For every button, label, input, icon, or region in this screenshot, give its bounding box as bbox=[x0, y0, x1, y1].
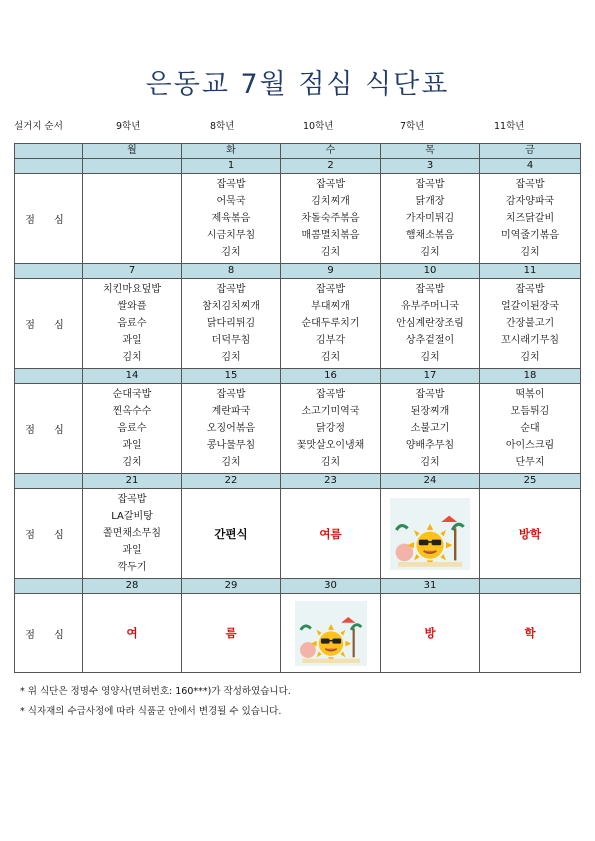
summer-image-cell bbox=[281, 594, 381, 673]
menu-item: 김치 bbox=[520, 247, 540, 258]
order-label: 설거지 순서 bbox=[14, 121, 63, 132]
summer-sun-illustration bbox=[390, 498, 470, 570]
meal-cell bbox=[480, 174, 581, 264]
menu-item: 김치 bbox=[122, 352, 142, 363]
weekday-header: 목 bbox=[381, 144, 480, 159]
menu-item: 잡곡밥 bbox=[117, 494, 147, 505]
menu-item: 김부각 bbox=[316, 335, 345, 346]
menu-item: 김치 bbox=[420, 457, 440, 468]
date-cell: 16 bbox=[281, 369, 381, 384]
date-cell: 24 bbox=[381, 474, 480, 489]
menu-item: 김치 bbox=[420, 247, 440, 258]
menu-item: 김치 bbox=[420, 352, 440, 363]
footnote: * 식자재의 수급사정에 따라 식품군 안에서 변경될 수 있습니다. bbox=[20, 706, 282, 717]
menu-item: 찐옥수수 bbox=[112, 406, 152, 417]
menu-item: 과일 bbox=[122, 335, 142, 346]
menu-item: 상추겉절이 bbox=[405, 335, 455, 346]
special-note-cell bbox=[182, 489, 281, 579]
date-cell: 11 bbox=[480, 264, 581, 279]
date-cell: 21 bbox=[83, 474, 182, 489]
special-note-cell bbox=[480, 489, 581, 579]
order-item: 9학년 bbox=[116, 121, 141, 132]
date-cell: 15 bbox=[182, 369, 281, 384]
menu-item: 김치 bbox=[520, 352, 540, 363]
menu-item: 깍두기 bbox=[117, 562, 147, 573]
lunch-label: 점 심 bbox=[15, 174, 83, 264]
menu-item: 아이스크림 bbox=[505, 440, 555, 451]
menu-item: 김치 bbox=[221, 247, 241, 258]
date-cell: 9 bbox=[281, 264, 381, 279]
menu-item: 시금치무침 bbox=[206, 230, 256, 241]
menu-item: 잡곡밥 bbox=[515, 179, 545, 190]
date-cell: 17 bbox=[381, 369, 480, 384]
footnote: * 위 식단은 정명수 영양사(면허번호: 160***)가 작성하였습니다. bbox=[20, 686, 291, 697]
date-cell: 30 bbox=[281, 579, 381, 594]
menu-item: 잡곡밥 bbox=[216, 389, 246, 400]
special-note: 방학 bbox=[518, 526, 542, 541]
date-cell: 8 bbox=[182, 264, 281, 279]
meal-cell bbox=[480, 279, 581, 369]
weekday-header: 월 bbox=[83, 144, 182, 159]
meal-cell bbox=[83, 279, 182, 369]
meal-cell bbox=[182, 279, 281, 369]
order-item: 7학년 bbox=[400, 121, 425, 132]
date-cell: 1 bbox=[182, 159, 281, 174]
menu-item: 꼬시래기무침 bbox=[501, 335, 559, 346]
dishwashing-order bbox=[14, 118, 584, 132]
empty-cell bbox=[83, 174, 182, 264]
menu-item: 순대두루치기 bbox=[301, 318, 360, 329]
menu-item: 부대찌개 bbox=[311, 301, 350, 312]
menu-item: 모듬튀김 bbox=[510, 406, 550, 417]
menu-item: 단무지 bbox=[515, 457, 545, 468]
menu-item: 가자미튀김 bbox=[405, 213, 455, 224]
menu-table bbox=[14, 143, 581, 673]
date-cell: 29 bbox=[182, 579, 281, 594]
menu-item: 잡곡밥 bbox=[515, 284, 545, 295]
weekday-header: 금 bbox=[480, 144, 581, 159]
lunch-label: 점 심 bbox=[15, 279, 83, 369]
menu-item: 잡곡밥 bbox=[316, 284, 345, 295]
lunch-row bbox=[15, 594, 581, 673]
lunch-row bbox=[15, 174, 581, 264]
menu-item: 미역줄기볶음 bbox=[501, 230, 559, 241]
menu-item: 잡곡밥 bbox=[415, 389, 445, 400]
menu-item: 오징어볶음 bbox=[206, 423, 256, 434]
menu-item: 김치찌개 bbox=[311, 196, 350, 207]
menu-item: 콩나물무침 bbox=[206, 440, 256, 451]
menu-item: 안심계란장조림 bbox=[396, 318, 464, 329]
menu-item: 김치 bbox=[320, 457, 341, 468]
menu-item: 어묵국 bbox=[216, 196, 246, 207]
menu-item: 햄채소볶음 bbox=[405, 230, 455, 241]
meal-cell bbox=[182, 174, 281, 264]
date-blank bbox=[15, 579, 83, 594]
menu-item: 치즈닭갈비 bbox=[505, 213, 555, 224]
special-note: 름 bbox=[225, 626, 237, 640]
menu-item: 음료수 bbox=[117, 318, 147, 329]
date-cell: 2 bbox=[281, 159, 381, 174]
menu-item: 잡곡밥 bbox=[216, 284, 246, 295]
menu-item: 쫄면채소무침 bbox=[103, 528, 161, 539]
special-note-cell bbox=[83, 594, 182, 673]
menu-item: 김치 bbox=[221, 352, 241, 363]
lunch-row bbox=[15, 279, 581, 369]
weekday-header-row bbox=[15, 144, 581, 159]
menu-item: 소불고기 bbox=[410, 423, 450, 434]
date-row bbox=[15, 159, 581, 174]
lunch-row bbox=[15, 384, 581, 474]
lunch-row bbox=[15, 489, 581, 579]
menu-item: 순대 bbox=[520, 423, 540, 434]
page-title: 은동교 7월 점심 식단표 bbox=[145, 69, 450, 100]
date-cell: 18 bbox=[480, 369, 581, 384]
meal-cell bbox=[381, 174, 480, 264]
meal-cell bbox=[381, 384, 480, 474]
date-cell: 3 bbox=[381, 159, 480, 174]
menu-item: 김치 bbox=[122, 457, 142, 468]
date-cell: 25 bbox=[480, 474, 581, 489]
footnotes bbox=[20, 682, 291, 722]
weekday-header: 수 bbox=[281, 144, 381, 159]
menu-item: 감자양파국 bbox=[505, 196, 555, 207]
date-row bbox=[15, 264, 581, 279]
menu-item: 제육볶음 bbox=[211, 213, 251, 224]
special-note-cell bbox=[281, 489, 381, 579]
lunch-label: 점 심 bbox=[15, 384, 83, 474]
menu-item: 차돌숙주볶음 bbox=[301, 213, 360, 224]
menu-item: 떡볶이 bbox=[515, 389, 545, 400]
menu-item: 잡곡밥 bbox=[415, 179, 445, 190]
meal-cell bbox=[83, 384, 182, 474]
date-blank bbox=[15, 474, 83, 489]
menu-item: 닭강정 bbox=[316, 423, 345, 434]
menu-item: 잡곡밥 bbox=[415, 284, 445, 295]
special-note-cell bbox=[480, 594, 581, 673]
menu-item: 과일 bbox=[122, 440, 142, 451]
menu-item: 과일 bbox=[122, 545, 142, 556]
menu-item: 꽃맛살오이냉채 bbox=[296, 440, 365, 451]
meal-cell bbox=[182, 384, 281, 474]
special-note-cell bbox=[381, 594, 480, 673]
date-row bbox=[15, 579, 581, 594]
menu-item: 매콤멸치볶음 bbox=[301, 230, 360, 241]
date-cell: 10 bbox=[381, 264, 480, 279]
menu-item: 김치 bbox=[221, 457, 241, 468]
order-item: 11학년 bbox=[494, 121, 525, 132]
lunch-label: 점 심 bbox=[15, 594, 83, 673]
special-note: 간편식 bbox=[214, 526, 248, 541]
menu-item: 된장찌개 bbox=[410, 406, 450, 417]
menu-item: 잡곡밥 bbox=[316, 389, 345, 400]
order-item: 10학년 bbox=[303, 121, 334, 132]
date-cell: 7 bbox=[83, 264, 182, 279]
summer-image-cell bbox=[381, 489, 480, 579]
menu-item: 치킨마요덮밥 bbox=[103, 284, 161, 295]
special-note: 학 bbox=[524, 626, 536, 640]
summer-sun-illustration bbox=[295, 601, 367, 666]
menu-item: 닭개장 bbox=[415, 196, 445, 207]
date-row bbox=[15, 474, 581, 489]
menu-item: 유부주머니국 bbox=[401, 301, 459, 312]
meal-cell bbox=[281, 174, 381, 264]
date-cell bbox=[83, 159, 182, 174]
date-cell: 14 bbox=[83, 369, 182, 384]
menu-item: 참치김치찌개 bbox=[202, 301, 260, 312]
date-cell: 4 bbox=[480, 159, 581, 174]
menu-item: 순대국밥 bbox=[112, 389, 152, 400]
meal-cell bbox=[480, 384, 581, 474]
meal-cell bbox=[381, 279, 480, 369]
special-note: 여름 bbox=[319, 526, 342, 541]
menu-item: 간장불고기 bbox=[505, 318, 555, 329]
menu-item: 음료수 bbox=[117, 423, 147, 434]
meal-cell bbox=[281, 384, 381, 474]
meal-cell bbox=[83, 489, 182, 579]
date-row bbox=[15, 369, 581, 384]
menu-item: 계란파국 bbox=[211, 406, 251, 417]
special-note: 방 bbox=[424, 626, 436, 640]
menu-item: 김치 bbox=[320, 247, 341, 258]
weekday-header: 화 bbox=[182, 144, 281, 159]
date-cell: 23 bbox=[281, 474, 381, 489]
date-cell bbox=[480, 579, 581, 594]
menu-item: 쌀와플 bbox=[117, 301, 147, 312]
header-blank bbox=[15, 144, 83, 159]
date-blank bbox=[15, 369, 83, 384]
date-blank bbox=[15, 159, 83, 174]
order-item: 8학년 bbox=[210, 121, 235, 132]
menu-item: 얼갈이된장국 bbox=[501, 301, 559, 312]
date-blank bbox=[15, 264, 83, 279]
menu-item: 소고기미역국 bbox=[301, 406, 360, 417]
special-note: 여 bbox=[126, 626, 138, 640]
menu-item: 더덕무침 bbox=[211, 335, 251, 346]
lunch-label: 점 심 bbox=[15, 489, 83, 579]
meal-cell bbox=[281, 279, 381, 369]
menu-item: 양배추무침 bbox=[405, 440, 455, 451]
special-note-cell bbox=[182, 594, 281, 673]
date-cell: 31 bbox=[381, 579, 480, 594]
menu-item: 닭다리튀김 bbox=[206, 318, 256, 329]
date-cell: 22 bbox=[182, 474, 281, 489]
menu-item: 김치 bbox=[320, 352, 341, 363]
menu-item: 잡곡밥 bbox=[316, 179, 345, 190]
menu-item: LA갈비탕 bbox=[111, 511, 153, 522]
date-cell: 28 bbox=[83, 579, 182, 594]
menu-item: 잡곡밥 bbox=[216, 179, 246, 190]
